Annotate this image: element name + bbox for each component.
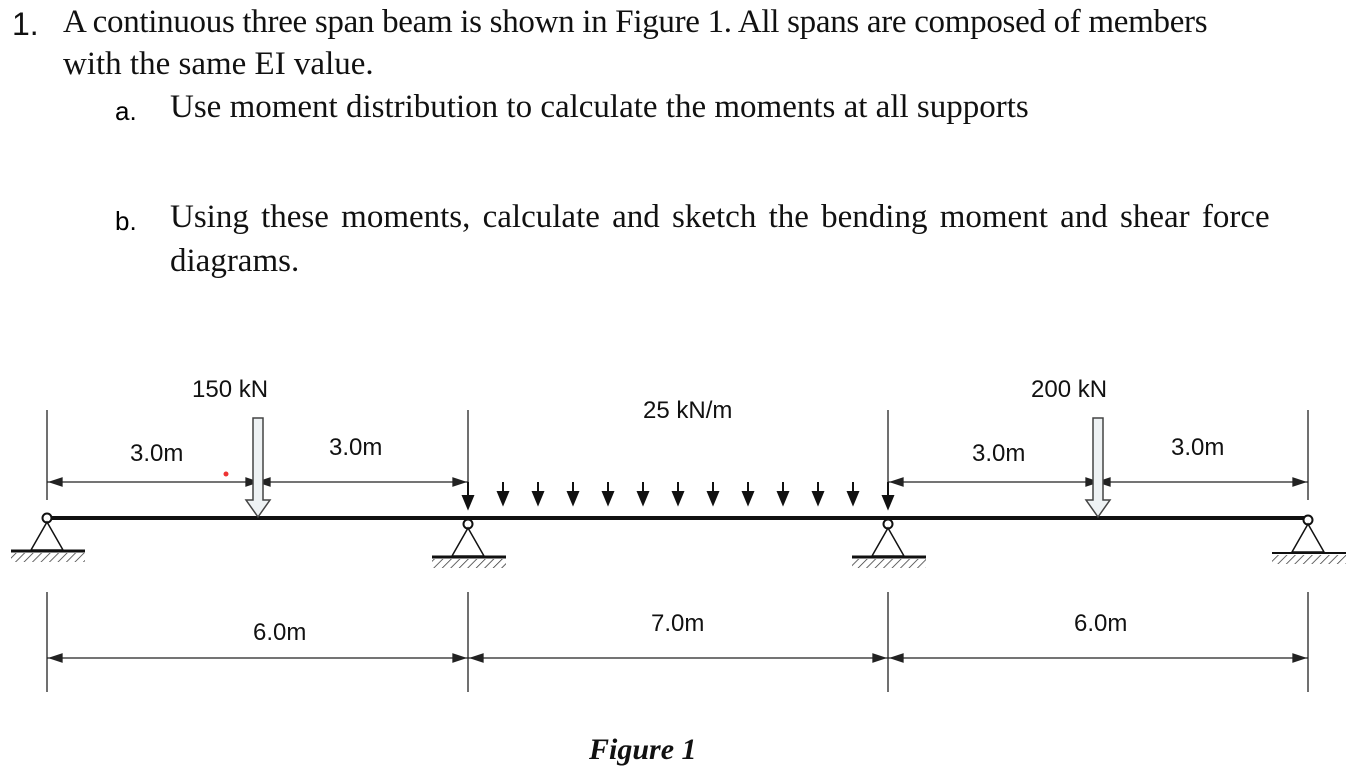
span2-length-label: 7.0m	[651, 610, 705, 637]
dim-span1-right-label: 3.0m	[329, 434, 383, 461]
udl-label: 25 kN/m	[643, 397, 733, 424]
extension-lines	[47, 410, 1308, 692]
udl-arrows	[463, 482, 893, 508]
part-b-text-line1: Using these moments, calculate and sketch the bending moment and shear force	[170, 199, 1270, 235]
support-d	[1272, 516, 1346, 565]
dim-span1-left-label: 3.0m	[130, 440, 184, 467]
part-b-marker: b.	[115, 206, 137, 236]
question-number: 1.	[12, 6, 39, 42]
point-load-1-label: 150 kN	[192, 376, 269, 403]
span-dimension-lines	[47, 654, 1308, 662]
span3-length-label: 6.0m	[1074, 610, 1128, 637]
support-c	[852, 520, 926, 569]
point-load-2-label: 200 kN	[1031, 376, 1108, 403]
question-text-line2: with the same EI value.	[63, 46, 374, 82]
span1-length-label: 6.0m	[253, 619, 307, 646]
part-a-text: Use moment distribution to calculate the moments at all supports	[170, 89, 1029, 125]
stray-mark	[224, 472, 229, 477]
figure-caption: Figure 1	[589, 733, 697, 766]
dim-span3-right-label: 3.0m	[1171, 434, 1225, 461]
part-a-marker: a.	[115, 96, 137, 126]
point-load-2-arrow	[1086, 418, 1110, 517]
support-a	[11, 514, 85, 563]
support-b	[432, 520, 506, 569]
question-text-line1: A continuous three span beam is shown in Figure 1. All spans are composed of members	[63, 4, 1208, 40]
point-load-1-arrow	[246, 418, 270, 517]
dim-span3-left-label: 3.0m	[972, 440, 1026, 467]
part-b-text-line2: diagrams.	[170, 243, 300, 279]
